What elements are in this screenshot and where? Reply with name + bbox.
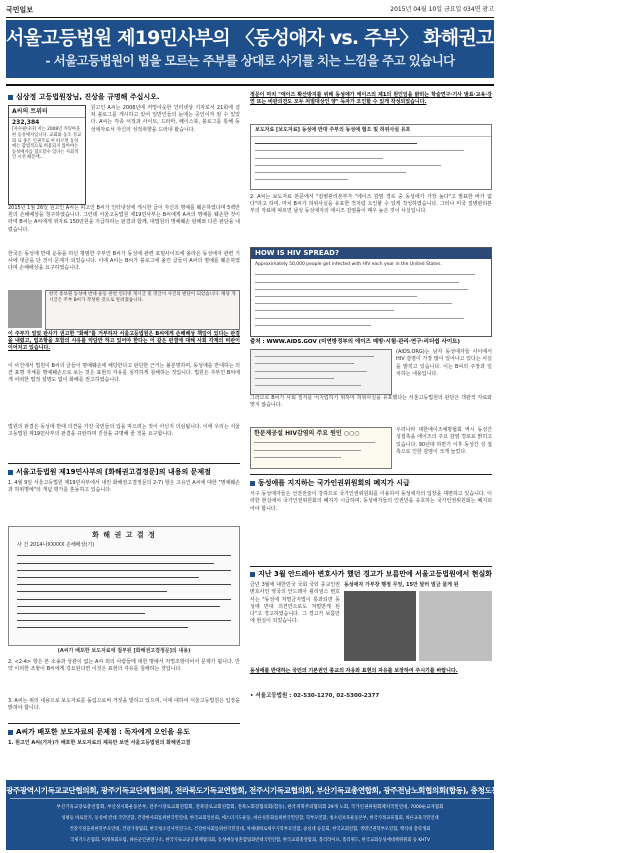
square-bullet-icon — [8, 95, 13, 100]
twitter-clip-title: A씨의 트위터 — [9, 106, 85, 118]
press-release-title: 보도자료 [보도자료] 동성애 반대 주부의 동성애 혐오 및 허위사실 유포 — [251, 125, 491, 137]
section-heading-3: A씨가 배포한 보도자료의 문제점 : 독자에게 오인을 유도 — [8, 727, 240, 737]
footer-line-5: 국제기드온협회, 미래목회포럼, 바른군인권연구소, 한국기독교공공정책협의회, 동성애동성혼합법화반대국민연합, 한국교회총연합회, 홀리라이프, 홀리위드, 한국교회동성애대책위원회 등 KHTV — [70, 838, 430, 843]
news-photo-right — [419, 591, 492, 661]
decision-document-image — [8, 526, 240, 646]
right-paragraph-5: 우리나라 대한에이즈예방협회 역시 동성간 성접촉을 에이즈의 주요 감염 경로로 밝히고 있습니다. 90년대 하반기 이후 동성간 성 접촉으로 인한 감염이 크게 늘었다. — [396, 427, 492, 455]
section-divider — [8, 463, 240, 464]
section-divider — [8, 723, 240, 724]
right-paragraph-1: 정문이 마치 "에이즈 확산방지를 위해 동성애가 에이즈의 제1의 원인임을 밝히는 학술연구·기사 발표·교육·강연 또는 비판의견도 모두 처벌대상인 양" 독자가 오인할 수 있게 작성되었습니다. — [250, 92, 492, 106]
news-clip — [250, 427, 392, 469]
footer-line-2: 부산기독교장로총연합회, 부산성시화운동본부, 전주시장로교회연합회, 전북장로교회연합회, 전북노회장협의회(합동), 한국개혁주의협의회 29개 노회, 국가인권위원회폐지국민연대, 7000순교자협회 — [56, 805, 444, 810]
right-paragraph-2: 2. A씨는 보도자료 본문에서 "질병관리본부가 "에이즈 감염 경로 중 동성애가 가장 높다"고 발표한 바가 없다"라고 하며, 마치 B씨가 허위사실을 유포한 것처럼 오인할 수 있게 작성하였습니다. 그러나 미국 질병관리본부의 자료에 따르면 남성 동성애자의 에이즈 감염률이 매우 높은 것이 사실입니다. — [250, 194, 492, 215]
hiv-infographic-subtitle: Approximately 50,000 people get infected with HIV each year in the United States. — [255, 262, 442, 268]
right-section-2-closing: 동성애를 반대하는 국민의 기본권인 종교의 자유와 표현의 자유를 보장하여 주시기를 바랍니다. — [250, 668, 458, 675]
aids-org-block — [250, 349, 492, 395]
date-line: 2015년 04월 10일 금요일 034면 광고 — [390, 6, 494, 13]
photo-strip — [8, 290, 240, 328]
masthead-rule — [6, 17, 494, 18]
intro-block — [8, 105, 240, 205]
photo-caption-2: 동성애자 가부장 행정 무엇, 15만 달러 벌금 물게 된 — [344, 582, 459, 589]
s2-paragraph-1: 1. 4월 9일 서울고등법원 제19민사부에서 내린 화해권고결정문의 2-7) 항은 고유인 A씨에 대한 "명예훼손과 허위명예"의 개념 평가를 혼동하고 있습니다. — [8, 480, 240, 494]
paragraph-3: 이 주부가 얼었 판사가 권고한 "화해"를 거부하자 서울고등법원은 B씨에게 손해배상 책임이 있다는 판결을 내렸고, 법조항을 포함의 사유를 악담만 하고 있어야 한다는 이 같은 판결에 대해 사회 각계의 비판이 이어지고 있습니다. — [8, 331, 240, 352]
court-contact: • 서울고등법원 : 02-530-1270, 02-5300-2377 — [250, 693, 380, 700]
document-caption: (A씨가 배포한 보도자료에 첨부된 [화해권고결정문]의 내용) — [57, 648, 191, 654]
paragraph-5: 법원의 판결은 동성애 반대 의견을 가진 국민들의 입을 막으려는 것이 아닌지 의심됩니다. 이에 우리는 서울고등법원 제19민사부의 판결을 규탄하며 진상을 규명해 줄 것을 요구합니다. — [8, 424, 240, 438]
lawyer-block — [250, 582, 492, 668]
aids-org-screenshot — [250, 349, 392, 395]
headline-banner — [6, 20, 640, 78]
headline-rule — [6, 84, 494, 86]
hiv-infographic-title: HOW IS HIV SPREAD? — [251, 248, 491, 259]
twitter-clip — [8, 105, 86, 205]
paragraph-4: 이 사건에서 법원이 B씨의 글들이 명예훼손에 해당한다고 판단한 근거는 불분명하며, 동성애를 반대하는 의견 표명 자체를 명예훼손으로 보는 것은 표현의 자유를 심각하게 침해하는 것입니다. 법원은 주부인 B씨에게 어떠한 법적 설명도 없이 화해를 권고하였습니다. — [8, 363, 240, 384]
right-section-heading-1: 동성애를 지지하는 국가인권위원회의 폐지가 시급 — [250, 478, 492, 488]
newspaper-name: 국민일보 — [6, 6, 34, 14]
right-paragraph-3: (AIDS.ORG)는 남자 동성애자들 사이에서 HIV 감염이 가장 많이 일어나고 있다는 사실을 밝히고 있습니다. 이는 B씨의 주장과 일치하는 내용입니다. — [396, 349, 492, 377]
square-bullet-icon — [8, 730, 13, 735]
intro-text: 원고인 A씨는 2008년에 커밍아웃한 인터넷상 기자로서 21회에 걸쳐 블로그를 게시하고 있어 일반인들의 눈에는 공인이자 알 수 있었다. A씨는 각종 서적과 사이트, 드라마, 페이스북, 블로그를 통해 동성애자로서 자신의 성적취향을 드러내 왔습니다. — [90, 105, 240, 133]
person-photo — [8, 290, 42, 328]
right-section-heading-2: 지난 3월 안드레아 변호사가 했던 경고가 보름만에 서울고등법원에서 현실화 — [250, 570, 492, 579]
right-paragraph-4: 그러므로 B씨가 사회 질서를 어지럽히기 위하여 허위사실을 유포했다는 서울고등법원의 판단은 객관적 자료와 맞지 않습니다. — [250, 395, 492, 409]
source-label: 출처 : WWW.AIDS.GOV (미연방정부의 에이즈 예방·시험·관리·연구·리더쉽 사이트) — [250, 339, 460, 345]
s3-paragraph-1: 1. 원고인 A씨(가자)가 배포한 보도자료의 제목만 보면 서울고등법원의 화해권고결 — [8, 740, 191, 747]
right-section-2-text: 금년 3월에 대한민국 국회 국외 종교인권 변호사인 영국의 안드레아 윌리엄스 변호사는 "동성애 처벌금지법이 통과되면 동성애 반대 의견만으로도 처벌받게 된다"고 경고하였습니다. 그 경고가 보름만에 현실이 되었습니다. — [250, 582, 340, 625]
s2-paragraph-2: 2. <2-4> 항은 본 소송과 상관이 없는 A씨 외의 사람들에 대한 명예서 처벌조항이어서 문제가 됩니다. 만약 이러한 조항이 B씨에게 강요된다면 이것은 표현의 자유를 침해하는 것입니다. — [8, 659, 240, 673]
news-clip-block — [250, 427, 492, 471]
section-divider — [250, 566, 492, 567]
follower-count: 232,384 — [12, 119, 40, 127]
square-bullet-icon — [250, 572, 255, 577]
footer-banner — [6, 780, 540, 850]
photo-caption-box: 한국 중보원 동성애 반대 운동 관련 인터넷 게시글 및 댓글이 사건의 발단이 되었습니다. 해당 게시글은 주부 B씨가 작성한 것으로 알려졌습니다. — [45, 290, 240, 330]
footer-line-1: 광주광역시기독교교단협의회, 광주기독교단체협의회, 전라북도기독교연합회, 전주시기독교협의회, 부산기독교총연합회, 광주전남노회협의회(합동), 충청도동성애반대연합 — [6, 786, 540, 795]
footer-divider — [10, 798, 490, 799]
headline-subtitle: - 서울고등법원이 법을 모르는 주부를 상대로 사기를 치는 느낌을 주고 있습니다 — [45, 53, 455, 68]
right-column — [250, 92, 492, 700]
headline-title: 서울고등법원 제19민사부의 〈동성애자 vs. 주부〉 화해권고결정을 규탄합니다 — [6, 27, 640, 49]
section-heading-1: 심상정 고등법원장님, 진상을 규명해 주십시오. — [8, 92, 240, 102]
news-clip-title: 한문제공설 HIV감염의 주요 원인 ○○○ — [254, 430, 360, 438]
s2-paragraph-3: 3. A씨는 위의 내용으로 보도자료를 돌림으로써 거짓을 말하고 있으며, 이에 대하여 서울고등법원은 입장을 밝혀야 합니다. — [8, 698, 240, 712]
hiv-infographic — [250, 247, 492, 337]
paragraph-2: 한국은 동성애 반대 운동을 하던 평범한 주부인 B씨가 동성애 관련 포털사이트에 올라온 동성애자 관련 기사에 댓글을 단 것이 문제가 되었습니다. 이에 A씨는 B씨가 블로그에 올린 글들이 A씨의 명예를 훼손하였다며 손해배상을 요구하였습니다. — [8, 251, 240, 272]
right-section-1-text: 서구 동성애자들은 선전전술이 강하므로 국가인권위원회를 이용하여 동성애자의 입장을 대변하고 있습니다. 이러한 현실에서 국가인권위원회의 폐지가 시급하며, 동성애자들의 인권만을 옹호하는 국가인권위원회는 폐지되어야 합니다. — [250, 491, 492, 512]
press-release-clip — [250, 124, 492, 190]
paragraph-1: 2015년 1월 26일 원고인 A씨는 피고인 B씨가 인터넷상에 게시한 글이 자신의 명예를 훼손하였다며 5백만원의 손해배상을 청구하였습니다. 그런데 서울고등법원 제19민사부는 B씨에게 A씨의 명예를 훼손한 것이라며 B씨는 A씨에게 위자료 150만원을 지급하라는 판결과 함께, 대법원의 명예훼손 판례와 다른 판단을 내렸습니다. — [8, 205, 240, 233]
footer-line-4: 건강가정을위한학부모연대, 건강가정협회, 한국청소년사역연구소, 건강한사회를위한국민연대, 차세대바로세우기학부모연합, 숭실대 동문회, 한국교회연합, 생명인권학부모연합, 백석대 총학생회 — [69, 827, 431, 832]
square-bullet-icon — [250, 481, 255, 486]
left-column — [8, 92, 240, 751]
twitter-clip-text: [자수필나다] 저는 2008년 커밍아웃한 동성애자입니다. 교회와 동조 성교회 표 종은 인권주로 여 따르면 동성애는 합법적으로 허용되지 않아야는 동성애자를 혐오할수 있다는 사회적인 시선 때문에... — [12, 127, 82, 161]
footer-line-3: 성평등 바로알기, 동성애 반대 국민연합, 건강한사회를위한국민연대, 한국교회언론회, 에스더기도운동, 바른성문화를위한국민연합, 학부모연합, 청소년보호운동본부, 한국가정교육협회, 바른교육국민연대 — [61, 816, 439, 821]
section-divider — [250, 474, 492, 475]
square-bullet-icon — [8, 470, 13, 475]
section-heading-2: 서울고등법원 제19민사부의 [화해권고결정문]의 내용의 문제점 — [8, 467, 240, 477]
document-title: 화 해 권 고 결 정 — [92, 531, 156, 539]
news-photo-left — [344, 591, 416, 661]
document-case: 사 건 2014나XXXXX 손해배상(기) — [17, 542, 95, 549]
masthead-bar — [6, 4, 494, 16]
